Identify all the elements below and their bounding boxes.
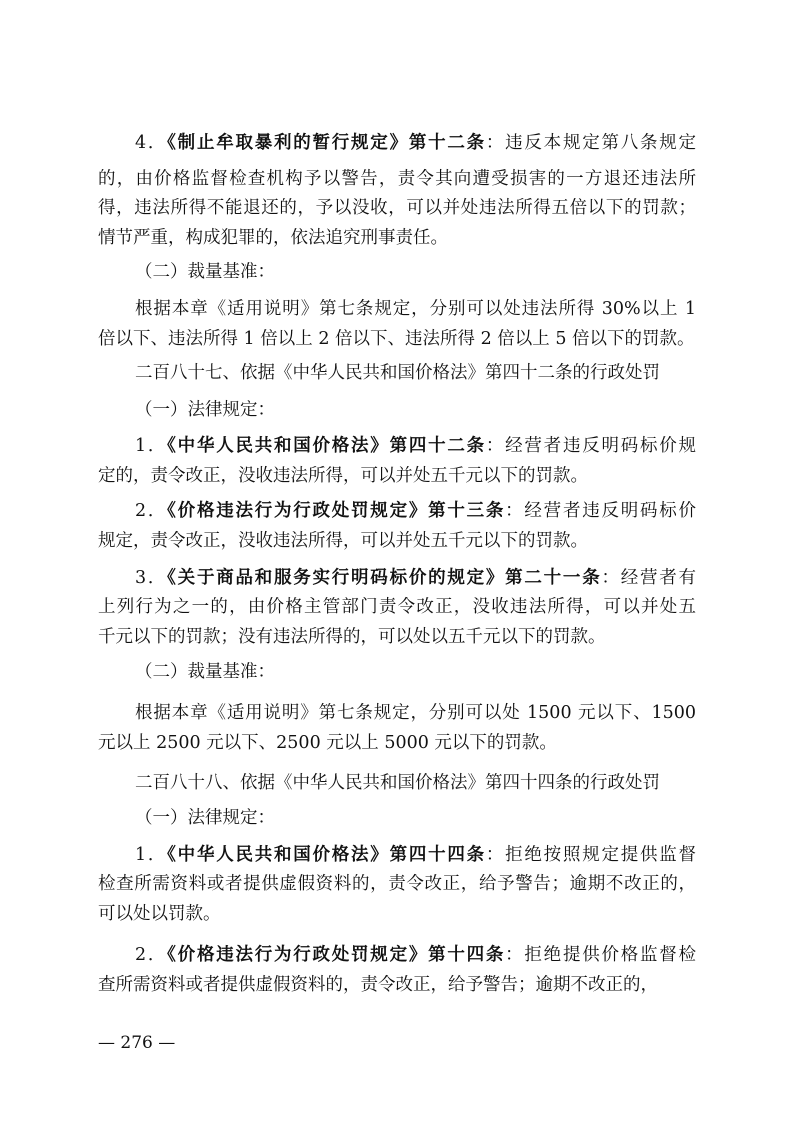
text-line	[135, 260, 696, 284]
text-line	[98, 226, 696, 250]
text-run: 根据本章《适用说明》第七条规定，分别可以处 1500 元以下、1500	[135, 703, 696, 723]
text-line	[135, 499, 696, 523]
text-line	[135, 434, 696, 458]
text-line	[135, 943, 696, 967]
text-run: 3．	[135, 568, 168, 588]
bold-citation: 《关于商品和服务实行明码标价的规定》第二十一条	[167, 568, 602, 588]
text-run: 2．	[135, 945, 168, 965]
text-line	[98, 625, 696, 649]
text-run: （一）法律规定：	[135, 400, 275, 420]
text-line	[98, 196, 696, 220]
text-run: 2．	[135, 501, 168, 521]
text-line	[135, 131, 696, 155]
text-line	[135, 806, 696, 830]
text-run: 规定，责令改正，没收违法所得，可以并处五千元以下的罚款。	[98, 531, 588, 551]
text-run: ：经营者违反明码标价	[505, 501, 697, 521]
text-run: 二百八十八、依据《中华人民共和国价格法》第四十四条的行政处罚	[135, 773, 660, 793]
text-line	[98, 529, 696, 553]
text-line	[135, 566, 696, 590]
text-run: 可以处以罚款。	[98, 904, 221, 924]
text-run: 千元以下的罚款；没有违法所得的，可以处以五千元以下的罚款。	[98, 627, 606, 647]
text-run: 倍以下、违法所得 1 倍以上 2 倍以下、违法所得 2 倍以上 5 倍以下的罚款。	[98, 329, 695, 349]
text-run: 检查所需资料或者提供虚假资料的，责令改正，给予警告；逾期不改正的，	[98, 874, 696, 894]
text-line	[135, 297, 696, 321]
text-run: ：违反本规定第八条规定	[485, 133, 697, 153]
text-run: ：拒绝提供价格监督检	[505, 945, 697, 965]
text-run: 上列行为之一的，由价格主管部门责令改正，没收违法所得，可以并处五	[98, 597, 696, 617]
text-line	[135, 843, 696, 867]
text-line	[98, 902, 696, 926]
text-run: 查所需资料或者提供虚假资料的，责令改正，给予警告；逾期不改正的，	[98, 975, 658, 995]
text-line	[135, 701, 696, 725]
text-run: （二）裁量基准：	[135, 662, 275, 682]
text-line	[98, 731, 696, 755]
text-line	[98, 167, 696, 191]
text-line	[98, 973, 696, 997]
text-run: （二）裁量基准：	[135, 262, 275, 282]
text-line	[98, 327, 696, 351]
text-run: 1．	[135, 436, 168, 456]
text-line	[135, 398, 696, 422]
page-number: — 276 —	[98, 1033, 176, 1053]
bold-citation: 《中华人民共和国价格法》第四十二条	[167, 436, 486, 456]
bold-citation: 《价格违法行为行政处罚规定》第十四条	[167, 945, 506, 965]
text-line	[98, 464, 696, 488]
text-run: ：拒绝按照规定提供监督	[485, 845, 697, 865]
text-run: 定的，责令改正，没收违法所得，可以并处五千元以下的罚款。	[98, 466, 588, 486]
bold-citation: 《价格违法行为行政处罚规定》第十三条	[167, 501, 506, 521]
text-run: 4．	[135, 133, 168, 153]
text-line	[135, 660, 696, 684]
text-run: 得，违法所得不能退还的，予以没收，可以并处违法所得五倍以下的罚款；	[98, 198, 696, 218]
bold-citation: 《中华人民共和国价格法》第四十四条	[167, 845, 486, 865]
bold-citation: 《制止牟取暴利的暂行规定》第十二条	[167, 133, 486, 153]
text-run: （一）法律规定：	[135, 808, 275, 828]
text-run: 情节严重，构成犯罪的，依法追究刑事责任。	[98, 228, 448, 248]
text-run: 1．	[135, 845, 168, 865]
text-line	[98, 872, 696, 896]
text-run: 的，由价格监督检查机构予以警告，责令其向遭受损害的一方退还违法所	[98, 169, 696, 189]
text-run: ：经营者有	[601, 568, 697, 588]
text-run: ：经营者违反明码标价规	[485, 436, 697, 456]
text-run: 二百八十七、依据《中华人民共和国价格法》第四十二条的行政处罚	[135, 363, 660, 383]
text-line	[135, 771, 696, 795]
text-run: 根据本章《适用说明》第七条规定，分别可以处违法所得 30%以上 1	[135, 299, 696, 319]
text-line	[135, 361, 696, 385]
text-run: 元以上 2500 元以下、2500 元以上 5000 元以下的罚款。	[98, 733, 557, 753]
text-line	[98, 595, 696, 619]
